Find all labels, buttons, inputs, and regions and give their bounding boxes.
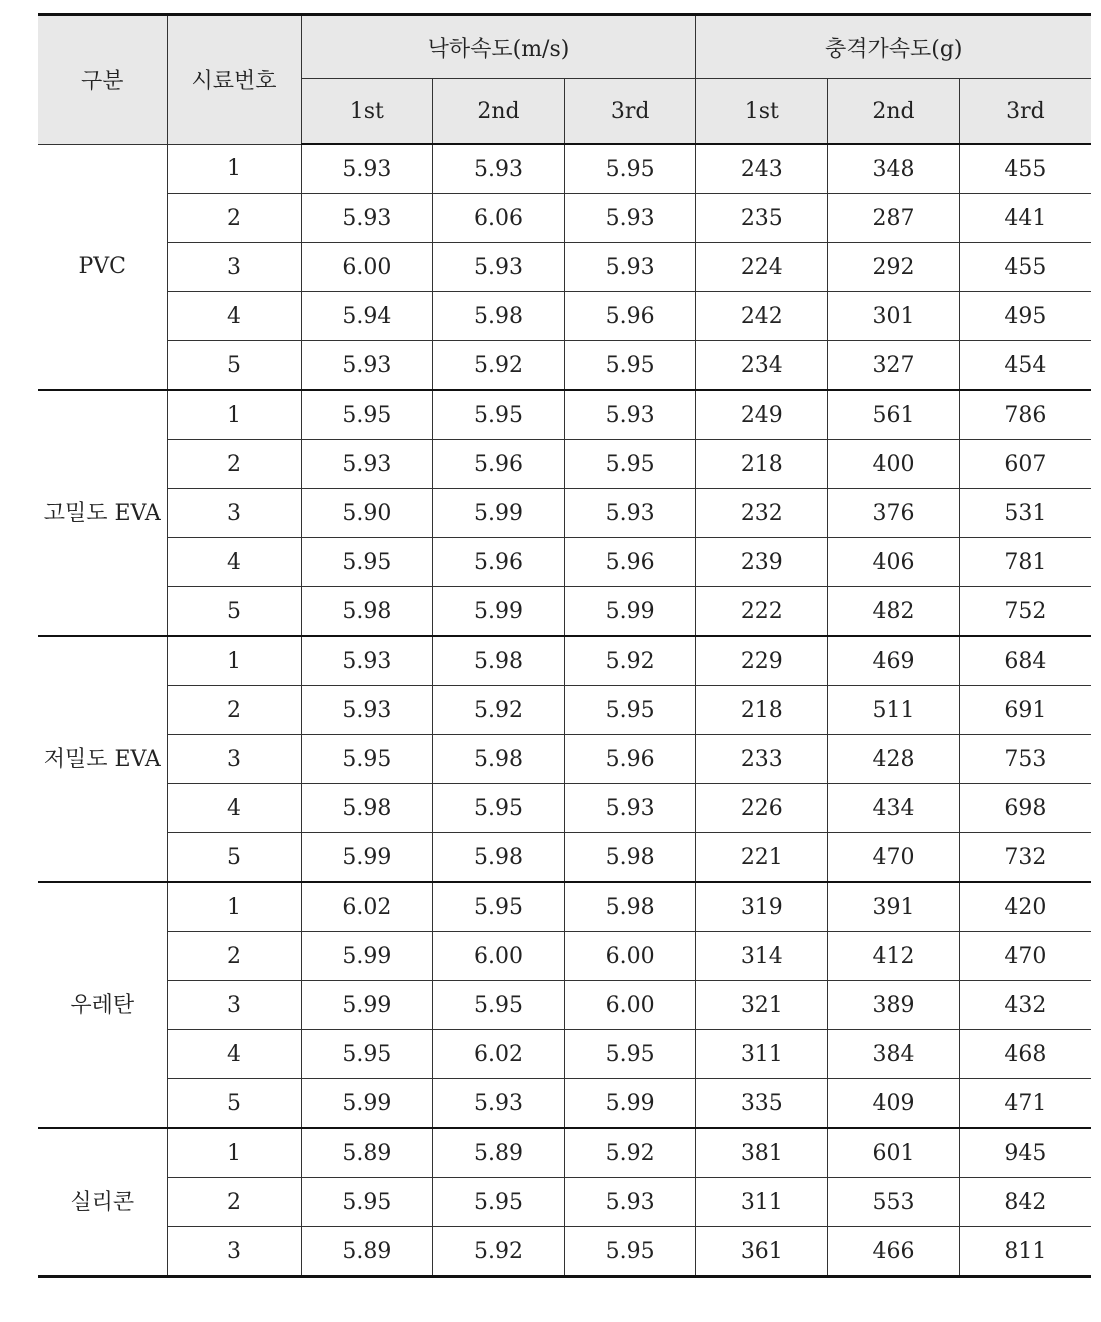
group-label: 실리콘 <box>38 1128 167 1277</box>
table-row <box>38 1079 1091 1129</box>
drop-test-table <box>38 13 1091 1278</box>
table-row <box>38 784 1091 833</box>
velocity-trial-3-cell: 5.95 <box>564 440 696 489</box>
velocity-trial-2-cell: 5.92 <box>433 1227 565 1277</box>
acceleration-trial-2-cell: 561 <box>828 390 960 440</box>
acceleration-trial-1-cell: 233 <box>696 735 828 784</box>
table-row <box>38 1128 1091 1178</box>
velocity-trial-2-cell: 5.98 <box>433 833 565 883</box>
group-label: 저밀도 EVA <box>38 636 167 882</box>
table-row <box>38 489 1091 538</box>
acceleration-trial-3-cell: 468 <box>959 1030 1091 1079</box>
velocity-trial-1-cell: 5.93 <box>301 144 433 194</box>
acceleration-trial-3-cell: 470 <box>959 932 1091 981</box>
velocity-trial-1-cell: 6.00 <box>301 243 433 292</box>
velocity-trial-1-cell: 5.99 <box>301 833 433 883</box>
acceleration-trial-1-cell: 381 <box>696 1128 828 1178</box>
header-acceleration-trial-3: 3rd <box>959 79 1091 145</box>
acceleration-trial-2-cell: 428 <box>828 735 960 784</box>
table-row <box>38 390 1091 440</box>
sample-number-cell: 2 <box>167 1178 301 1227</box>
acceleration-trial-3-cell: 786 <box>959 390 1091 440</box>
acceleration-trial-3-cell: 698 <box>959 784 1091 833</box>
velocity-trial-1-cell: 5.93 <box>301 686 433 735</box>
sample-number-cell: 1 <box>167 144 301 194</box>
velocity-trial-2-cell: 5.98 <box>433 735 565 784</box>
velocity-trial-2-cell: 6.02 <box>433 1030 565 1079</box>
velocity-trial-1-cell: 5.99 <box>301 1079 433 1129</box>
velocity-trial-3-cell: 5.93 <box>564 390 696 440</box>
sample-number-cell: 4 <box>167 538 301 587</box>
velocity-trial-2-cell: 5.92 <box>433 341 565 391</box>
table-row <box>38 1030 1091 1079</box>
velocity-trial-2-cell: 5.93 <box>433 144 565 194</box>
table-row <box>38 981 1091 1030</box>
velocity-trial-3-cell: 5.96 <box>564 292 696 341</box>
acceleration-trial-2-cell: 412 <box>828 932 960 981</box>
acceleration-trial-2-cell: 409 <box>828 1079 960 1129</box>
sample-number-cell: 5 <box>167 1079 301 1129</box>
acceleration-trial-1-cell: 311 <box>696 1178 828 1227</box>
acceleration-trial-3-cell: 441 <box>959 194 1091 243</box>
sample-number-cell: 3 <box>167 981 301 1030</box>
acceleration-trial-3-cell: 432 <box>959 981 1091 1030</box>
acceleration-trial-1-cell: 319 <box>696 882 828 932</box>
table-row <box>38 292 1091 341</box>
sample-number-cell: 3 <box>167 1227 301 1277</box>
velocity-trial-2-cell: 5.96 <box>433 440 565 489</box>
acceleration-trial-1-cell: 242 <box>696 292 828 341</box>
acceleration-trial-3-cell: 495 <box>959 292 1091 341</box>
table-row <box>38 636 1091 686</box>
acceleration-trial-3-cell: 471 <box>959 1079 1091 1129</box>
acceleration-trial-1-cell: 335 <box>696 1079 828 1129</box>
velocity-trial-1-cell: 5.93 <box>301 636 433 686</box>
acceleration-trial-3-cell: 454 <box>959 341 1091 391</box>
table-row <box>38 686 1091 735</box>
sample-number-cell: 2 <box>167 932 301 981</box>
velocity-trial-1-cell: 5.93 <box>301 194 433 243</box>
header-acceleration: 충격가속도(g) <box>696 15 1091 79</box>
velocity-trial-2-cell: 5.99 <box>433 587 565 637</box>
acceleration-trial-3-cell: 531 <box>959 489 1091 538</box>
acceleration-trial-3-cell: 945 <box>959 1128 1091 1178</box>
sample-number-cell: 4 <box>167 292 301 341</box>
table-row <box>38 932 1091 981</box>
acceleration-trial-3-cell: 684 <box>959 636 1091 686</box>
velocity-trial-2-cell: 5.95 <box>433 882 565 932</box>
velocity-trial-1-cell: 5.95 <box>301 390 433 440</box>
acceleration-trial-3-cell: 732 <box>959 833 1091 883</box>
acceleration-trial-2-cell: 553 <box>828 1178 960 1227</box>
acceleration-trial-2-cell: 391 <box>828 882 960 932</box>
velocity-trial-1-cell: 5.95 <box>301 735 433 784</box>
velocity-trial-3-cell: 5.99 <box>564 587 696 637</box>
velocity-trial-2-cell: 5.96 <box>433 538 565 587</box>
velocity-trial-3-cell: 6.00 <box>564 981 696 1030</box>
acceleration-trial-2-cell: 482 <box>828 587 960 637</box>
acceleration-trial-3-cell: 753 <box>959 735 1091 784</box>
acceleration-trial-1-cell: 243 <box>696 144 828 194</box>
velocity-trial-2-cell: 5.95 <box>433 784 565 833</box>
table-row <box>38 144 1091 194</box>
acceleration-trial-1-cell: 232 <box>696 489 828 538</box>
acceleration-trial-1-cell: 222 <box>696 587 828 637</box>
acceleration-trial-3-cell: 752 <box>959 587 1091 637</box>
acceleration-trial-3-cell: 455 <box>959 243 1091 292</box>
acceleration-trial-1-cell: 314 <box>696 932 828 981</box>
header-velocity-trial-2: 2nd <box>433 79 565 145</box>
sample-number-cell: 2 <box>167 686 301 735</box>
velocity-trial-2-cell: 6.00 <box>433 932 565 981</box>
acceleration-trial-3-cell: 455 <box>959 144 1091 194</box>
acceleration-trial-3-cell: 842 <box>959 1178 1091 1227</box>
group-label: PVC <box>38 144 167 390</box>
header-acceleration-trial-2: 2nd <box>828 79 960 145</box>
acceleration-trial-1-cell: 226 <box>696 784 828 833</box>
velocity-trial-3-cell: 5.95 <box>564 686 696 735</box>
velocity-trial-3-cell: 5.95 <box>564 341 696 391</box>
velocity-trial-1-cell: 5.94 <box>301 292 433 341</box>
velocity-trial-3-cell: 5.95 <box>564 1227 696 1277</box>
table-header <box>38 15 1091 145</box>
sample-number-cell: 4 <box>167 784 301 833</box>
acceleration-trial-2-cell: 292 <box>828 243 960 292</box>
velocity-trial-1-cell: 5.95 <box>301 538 433 587</box>
acceleration-trial-2-cell: 400 <box>828 440 960 489</box>
sample-number-cell: 1 <box>167 636 301 686</box>
velocity-trial-3-cell: 5.96 <box>564 538 696 587</box>
acceleration-trial-3-cell: 607 <box>959 440 1091 489</box>
velocity-trial-2-cell: 5.95 <box>433 981 565 1030</box>
velocity-trial-3-cell: 5.92 <box>564 1128 696 1178</box>
sample-number-cell: 2 <box>167 440 301 489</box>
acceleration-trial-2-cell: 511 <box>828 686 960 735</box>
acceleration-trial-1-cell: 235 <box>696 194 828 243</box>
data-table-container <box>38 13 1091 1278</box>
table-row <box>38 440 1091 489</box>
velocity-trial-2-cell: 5.93 <box>433 1079 565 1129</box>
acceleration-trial-1-cell: 234 <box>696 341 828 391</box>
table-row <box>38 194 1091 243</box>
table-row <box>38 587 1091 637</box>
velocity-trial-1-cell: 5.89 <box>301 1128 433 1178</box>
velocity-trial-1-cell: 6.02 <box>301 882 433 932</box>
velocity-trial-3-cell: 5.93 <box>564 194 696 243</box>
acceleration-trial-2-cell: 287 <box>828 194 960 243</box>
velocity-trial-3-cell: 5.95 <box>564 144 696 194</box>
sample-number-cell: 3 <box>167 489 301 538</box>
acceleration-trial-1-cell: 229 <box>696 636 828 686</box>
table-row <box>38 538 1091 587</box>
acceleration-trial-1-cell: 218 <box>696 440 828 489</box>
acceleration-trial-1-cell: 221 <box>696 833 828 883</box>
velocity-trial-1-cell: 5.93 <box>301 341 433 391</box>
velocity-trial-2-cell: 5.89 <box>433 1128 565 1178</box>
velocity-trial-1-cell: 5.98 <box>301 784 433 833</box>
velocity-trial-3-cell: 5.95 <box>564 1030 696 1079</box>
acceleration-trial-3-cell: 781 <box>959 538 1091 587</box>
velocity-trial-3-cell: 5.93 <box>564 243 696 292</box>
acceleration-trial-2-cell: 348 <box>828 144 960 194</box>
table-row <box>38 833 1091 883</box>
acceleration-trial-1-cell: 321 <box>696 981 828 1030</box>
acceleration-trial-3-cell: 811 <box>959 1227 1091 1277</box>
velocity-trial-2-cell: 5.99 <box>433 489 565 538</box>
velocity-trial-1-cell: 5.89 <box>301 1227 433 1277</box>
acceleration-trial-3-cell: 691 <box>959 686 1091 735</box>
acceleration-trial-1-cell: 239 <box>696 538 828 587</box>
velocity-trial-3-cell: 5.93 <box>564 784 696 833</box>
header-velocity: 낙하속도(m/s) <box>301 15 696 79</box>
acceleration-trial-1-cell: 311 <box>696 1030 828 1079</box>
acceleration-trial-2-cell: 601 <box>828 1128 960 1178</box>
acceleration-trial-2-cell: 327 <box>828 341 960 391</box>
velocity-trial-3-cell: 5.98 <box>564 833 696 883</box>
velocity-trial-2-cell: 5.98 <box>433 292 565 341</box>
velocity-trial-3-cell: 5.92 <box>564 636 696 686</box>
sample-number-cell: 1 <box>167 1128 301 1178</box>
velocity-trial-1-cell: 5.93 <box>301 440 433 489</box>
velocity-trial-3-cell: 5.93 <box>564 1178 696 1227</box>
velocity-trial-3-cell: 5.96 <box>564 735 696 784</box>
table-row <box>38 1227 1091 1277</box>
sample-number-cell: 5 <box>167 587 301 637</box>
acceleration-trial-1-cell: 361 <box>696 1227 828 1277</box>
header-velocity-trial-3: 3rd <box>564 79 696 145</box>
acceleration-trial-2-cell: 376 <box>828 489 960 538</box>
acceleration-trial-2-cell: 434 <box>828 784 960 833</box>
sample-number-cell: 3 <box>167 735 301 784</box>
acceleration-trial-3-cell: 420 <box>959 882 1091 932</box>
acceleration-trial-1-cell: 249 <box>696 390 828 440</box>
acceleration-trial-2-cell: 469 <box>828 636 960 686</box>
velocity-trial-3-cell: 5.99 <box>564 1079 696 1129</box>
velocity-trial-2-cell: 5.92 <box>433 686 565 735</box>
velocity-trial-1-cell: 5.95 <box>301 1178 433 1227</box>
velocity-trial-1-cell: 5.95 <box>301 1030 433 1079</box>
velocity-trial-3-cell: 5.93 <box>564 489 696 538</box>
sample-number-cell: 5 <box>167 341 301 391</box>
table-body <box>38 144 1091 1277</box>
header-group: 구분 <box>38 15 167 145</box>
table-row <box>38 735 1091 784</box>
velocity-trial-2-cell: 6.06 <box>433 194 565 243</box>
sample-number-cell: 1 <box>167 882 301 932</box>
acceleration-trial-2-cell: 466 <box>828 1227 960 1277</box>
velocity-trial-3-cell: 5.98 <box>564 882 696 932</box>
acceleration-trial-2-cell: 406 <box>828 538 960 587</box>
acceleration-trial-1-cell: 224 <box>696 243 828 292</box>
acceleration-trial-1-cell: 218 <box>696 686 828 735</box>
table-row <box>38 243 1091 292</box>
velocity-trial-3-cell: 6.00 <box>564 932 696 981</box>
acceleration-trial-2-cell: 384 <box>828 1030 960 1079</box>
sample-number-cell: 4 <box>167 1030 301 1079</box>
table-row <box>38 882 1091 932</box>
group-label: 우레탄 <box>38 882 167 1128</box>
velocity-trial-1-cell: 5.98 <box>301 587 433 637</box>
sample-number-cell: 1 <box>167 390 301 440</box>
velocity-trial-1-cell: 5.99 <box>301 981 433 1030</box>
table-row <box>38 1178 1091 1227</box>
header-acceleration-trial-1: 1st <box>696 79 828 145</box>
acceleration-trial-2-cell: 301 <box>828 292 960 341</box>
velocity-trial-1-cell: 5.90 <box>301 489 433 538</box>
acceleration-trial-2-cell: 470 <box>828 833 960 883</box>
velocity-trial-2-cell: 5.95 <box>433 390 565 440</box>
header-sample: 시료번호 <box>167 15 301 145</box>
sample-number-cell: 5 <box>167 833 301 883</box>
acceleration-trial-2-cell: 389 <box>828 981 960 1030</box>
velocity-trial-2-cell: 5.93 <box>433 243 565 292</box>
sample-number-cell: 2 <box>167 194 301 243</box>
header-velocity-trial-1: 1st <box>301 79 433 145</box>
table-row <box>38 341 1091 391</box>
velocity-trial-1-cell: 5.99 <box>301 932 433 981</box>
velocity-trial-2-cell: 5.95 <box>433 1178 565 1227</box>
velocity-trial-2-cell: 5.98 <box>433 636 565 686</box>
sample-number-cell: 3 <box>167 243 301 292</box>
group-label: 고밀도 EVA <box>38 390 167 636</box>
